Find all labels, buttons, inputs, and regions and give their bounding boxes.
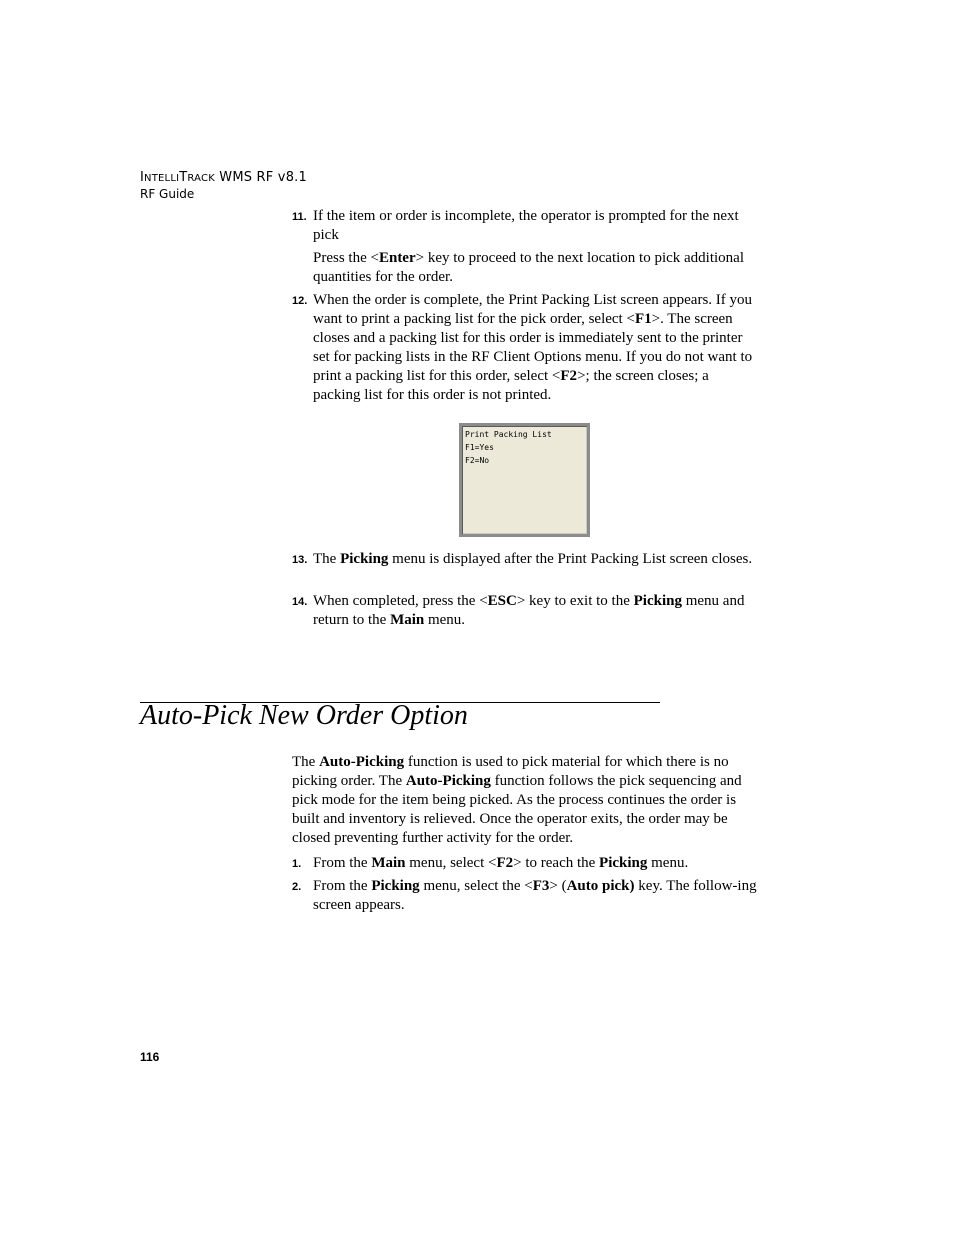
step-12: [292, 291, 762, 405]
step-number: 13.: [292, 554, 308, 566]
step-13: [292, 550, 762, 569]
step-text: If the item or order is incomplete, the operator is prompted for the next pick: [313, 208, 739, 243]
step-14: [292, 592, 762, 630]
step-text: From the Picking menu, select the <F3> (Auto pick) key. The follow-ing screen appears.: [313, 878, 757, 913]
running-header-title: INTELLITRACK WMS RF v8.1: [140, 170, 307, 185]
page-number: 116: [140, 1050, 160, 1064]
rf-screen-title: Print Packing List: [465, 430, 552, 439]
section-step-1: [292, 854, 762, 873]
step-number: 1.: [292, 858, 302, 870]
running-header-subtitle: RF Guide: [140, 187, 195, 201]
print-packing-list-screenshot: [459, 423, 590, 537]
rf-screen-option-no: F2=No: [465, 456, 490, 465]
step-number: 12.: [292, 295, 308, 307]
step-text: From the Main menu, select <F2> to reach the Picking menu.: [313, 855, 689, 871]
step-number: 2.: [292, 881, 302, 893]
step-number: 11.: [292, 211, 307, 223]
step-text: The Picking menu is displayed after the Print Packing List screen closes.: [313, 551, 753, 567]
step-number: 14.: [292, 596, 308, 608]
step-text: When completed, press the <ESC> key to exit to the Picking menu and return to the Main menu.: [313, 593, 745, 628]
section-step-2: [292, 877, 762, 915]
step-11: [292, 207, 762, 245]
rf-screen-option-yes: F1=Yes: [465, 443, 494, 452]
step-text: When the order is complete, the Print Packing List screen appears. If you want to print a packing list for the pick order, select <F1>. The screen closes and a packing list for this order is immediately sent to the printer set for packing lists in the RF Client Options menu. If you do not want to print a packing list for this order, select <F2>; the screen closes; a packing list for this order is not printed.: [313, 292, 753, 403]
section-title: Auto-Pick New Order Option: [140, 700, 468, 731]
section-intro: The Auto-Picking function is used to pick material for which there is no picking order. The Auto-Picking function follows the pick sequencing and pick mode for the item being picked. As the process continues the order is built and inventory is relieved. Once the operator exits, the order may be closed preventing further activity for the order.: [292, 754, 742, 846]
step-11-note: Press the <Enter> key to proceed to the next location to pick additional quantities for the order.: [313, 250, 745, 285]
